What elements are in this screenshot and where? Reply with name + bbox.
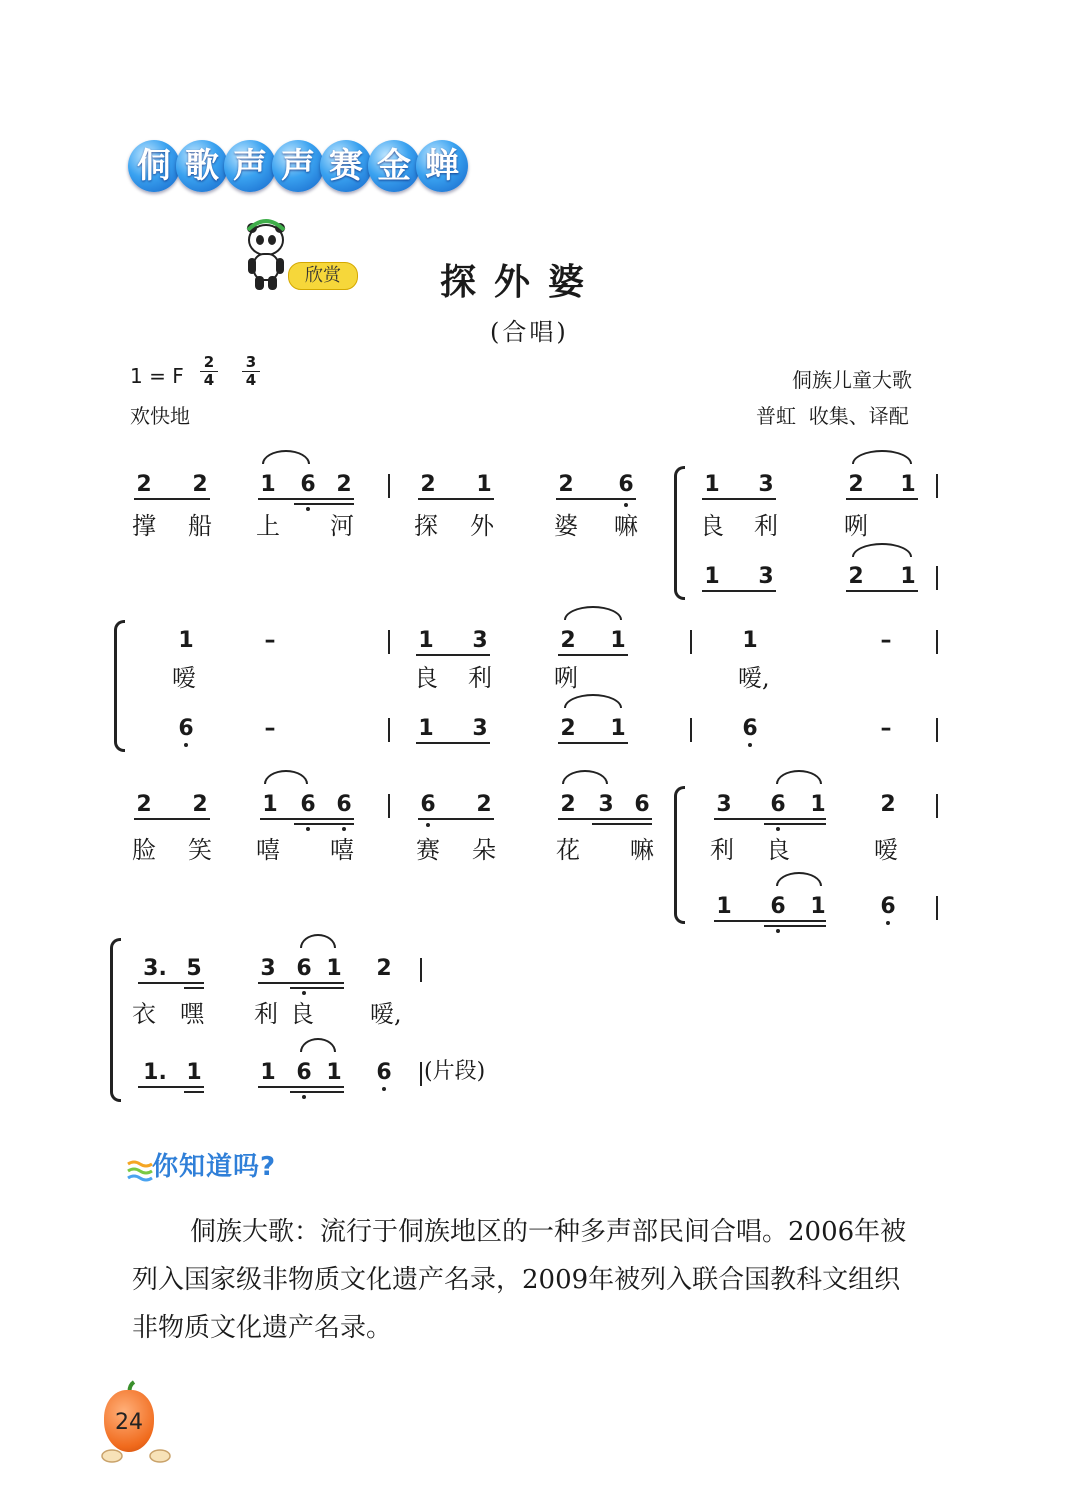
paragraph-line: 列入国家级非物质文化遗产名录，2009年被列入联合国教科文组织 bbox=[132, 1265, 901, 1295]
note: 1 bbox=[810, 792, 826, 817]
note: 1 bbox=[326, 1060, 342, 1085]
note: 6 bbox=[770, 792, 786, 817]
slur bbox=[262, 450, 310, 464]
barline bbox=[936, 566, 938, 590]
banner-char: 声 bbox=[272, 140, 324, 192]
note: – bbox=[264, 716, 276, 741]
beam bbox=[558, 742, 628, 744]
octave-dot bbox=[306, 827, 310, 831]
beam bbox=[702, 590, 776, 592]
song-subtitle: (合唱) bbox=[490, 318, 569, 346]
beam bbox=[290, 987, 344, 989]
banner-char: 蝉 bbox=[416, 140, 468, 192]
note: 1 bbox=[476, 472, 492, 497]
note: 1 bbox=[810, 894, 826, 919]
note: 2 bbox=[560, 792, 576, 817]
ts-num: 2 bbox=[203, 353, 215, 371]
paragraph-line: 侗族大歌：流行于侗族地区的一种多声部民间合唱。2006年被 bbox=[190, 1217, 907, 1247]
beam bbox=[416, 654, 490, 656]
barline bbox=[936, 794, 938, 818]
note: 1 bbox=[610, 628, 626, 653]
lyric: 利 bbox=[754, 512, 778, 540]
barline bbox=[936, 474, 938, 498]
lyric: 赛 bbox=[416, 836, 440, 864]
slur bbox=[564, 694, 622, 708]
slur bbox=[562, 770, 608, 784]
note: 6 bbox=[300, 792, 316, 817]
note: 2 bbox=[136, 792, 152, 817]
slur bbox=[852, 450, 912, 464]
barline bbox=[388, 794, 390, 818]
part-bracket bbox=[674, 786, 685, 924]
key-signature: 1 = F bbox=[130, 364, 184, 388]
part-bracket bbox=[114, 620, 125, 752]
note: 1 bbox=[704, 564, 720, 589]
octave-dot bbox=[886, 921, 890, 925]
note: 1 bbox=[262, 792, 278, 817]
note: 3 bbox=[758, 472, 774, 497]
beam bbox=[558, 818, 652, 820]
note: 3 bbox=[716, 792, 732, 817]
note: 2 bbox=[420, 472, 436, 497]
lyric: 嗳, bbox=[370, 1000, 402, 1028]
ts-num: 3 bbox=[245, 353, 257, 371]
section-banner bbox=[128, 140, 464, 192]
banner-char: 侗 bbox=[128, 140, 180, 192]
octave-dot bbox=[426, 823, 430, 827]
octave-dot bbox=[748, 743, 752, 747]
note: 3 bbox=[472, 628, 488, 653]
lyric: 脸 bbox=[132, 836, 156, 864]
lyric: 嘿 bbox=[180, 1000, 204, 1028]
lyric: 利 bbox=[710, 836, 734, 864]
barline bbox=[936, 718, 938, 742]
lyric: 花 bbox=[556, 836, 580, 864]
note: 1 bbox=[900, 472, 916, 497]
note: 6 bbox=[296, 1060, 312, 1085]
beam bbox=[258, 982, 344, 984]
paragraph-line: 非物质文化遗产名录。 bbox=[132, 1313, 393, 1343]
beam bbox=[418, 818, 494, 820]
lyric: 利 bbox=[254, 1000, 278, 1028]
barline bbox=[936, 896, 938, 920]
lyric: 婆 bbox=[554, 512, 578, 540]
song-arranger: 普虹 收集、译配 bbox=[756, 404, 909, 428]
beam bbox=[846, 498, 918, 500]
note: – bbox=[264, 628, 276, 653]
barline bbox=[690, 718, 692, 742]
appreciate-tag: 欣赏 bbox=[288, 262, 358, 290]
slur bbox=[564, 606, 622, 620]
note: 6 bbox=[880, 894, 896, 919]
note: 2 bbox=[880, 792, 896, 817]
note: 6 bbox=[336, 792, 352, 817]
octave-dot bbox=[382, 1087, 386, 1091]
note: 1 bbox=[418, 716, 434, 741]
lyric: 良 bbox=[766, 836, 790, 864]
tempo: 欢快地 bbox=[130, 404, 190, 428]
beam bbox=[714, 818, 826, 820]
note: 3 bbox=[260, 956, 276, 981]
note: 2 bbox=[192, 792, 208, 817]
beam bbox=[558, 654, 628, 656]
octave-dot bbox=[306, 507, 310, 511]
beam bbox=[294, 823, 354, 825]
banner-char: 赛 bbox=[320, 140, 372, 192]
beam bbox=[138, 982, 204, 984]
lyric: 上 bbox=[256, 512, 280, 540]
note: 1 bbox=[418, 628, 434, 653]
note: 2 bbox=[848, 472, 864, 497]
ts-den: 4 bbox=[242, 371, 260, 389]
slur bbox=[300, 1038, 336, 1052]
octave-dot bbox=[342, 827, 346, 831]
note: 1 bbox=[326, 956, 342, 981]
barline bbox=[936, 630, 938, 654]
page-number: 24 bbox=[104, 1390, 154, 1452]
beam bbox=[184, 987, 204, 989]
note: 6 bbox=[376, 1060, 392, 1085]
lyric: 良 bbox=[414, 664, 438, 692]
note: 3 bbox=[598, 792, 614, 817]
lyric: 衣 bbox=[132, 1000, 156, 1028]
beam bbox=[260, 818, 354, 820]
lyric: 嘛 bbox=[614, 512, 638, 540]
beam bbox=[258, 1086, 344, 1088]
banner-char: 声 bbox=[224, 140, 276, 192]
banner-char: 金 bbox=[368, 140, 420, 192]
note: 2 bbox=[558, 472, 574, 497]
panda-mascot-icon bbox=[240, 218, 296, 292]
beam bbox=[184, 1091, 204, 1093]
note: 1 bbox=[716, 894, 732, 919]
lyric: 咧 bbox=[844, 512, 868, 540]
did-you-know-heading: 你知道吗? bbox=[152, 1152, 277, 1182]
note: 2 bbox=[336, 472, 352, 497]
octave-dot bbox=[184, 743, 188, 747]
octave-dot bbox=[302, 991, 306, 995]
lyric: 咧 bbox=[554, 664, 578, 692]
note: 1 bbox=[704, 472, 720, 497]
slur bbox=[776, 770, 822, 784]
slur bbox=[264, 770, 308, 784]
lyric: 嗳 bbox=[172, 664, 196, 692]
note: 3 bbox=[758, 564, 774, 589]
note: 1 bbox=[260, 472, 276, 497]
note: 6 bbox=[618, 472, 634, 497]
lyric: 笑 bbox=[188, 836, 212, 864]
beam bbox=[416, 742, 490, 744]
lyric: 撑 bbox=[132, 512, 156, 540]
lyric: 利 bbox=[468, 664, 492, 692]
note: – bbox=[880, 716, 892, 741]
octave-dot bbox=[624, 503, 628, 507]
pepper-feet-icon bbox=[98, 1436, 178, 1466]
note: 6 bbox=[742, 716, 758, 741]
lyric: 嗳, bbox=[738, 664, 770, 692]
note: 3. bbox=[143, 956, 167, 981]
beam bbox=[846, 590, 918, 592]
octave-dot bbox=[302, 1095, 306, 1099]
note: 5 bbox=[186, 956, 202, 981]
beam bbox=[714, 920, 826, 922]
note: 1 bbox=[742, 628, 758, 653]
beam bbox=[702, 498, 776, 500]
time-signature-1 bbox=[200, 354, 218, 389]
note: 2 bbox=[560, 628, 576, 653]
part-bracket bbox=[110, 938, 121, 1102]
beam bbox=[258, 498, 354, 500]
lyric: 嘻 bbox=[256, 836, 280, 864]
note: 6 bbox=[178, 716, 194, 741]
beam bbox=[290, 1091, 344, 1093]
note: 6 bbox=[770, 894, 786, 919]
note: 6 bbox=[296, 956, 312, 981]
banner-char: 歌 bbox=[176, 140, 228, 192]
note: 2 bbox=[476, 792, 492, 817]
note: 6 bbox=[420, 792, 436, 817]
ts-den: 4 bbox=[200, 371, 218, 389]
lyric: 嘛 bbox=[630, 836, 654, 864]
note: 1 bbox=[900, 564, 916, 589]
slur bbox=[776, 872, 822, 886]
slur bbox=[852, 543, 912, 557]
wave-lines-icon bbox=[126, 1158, 154, 1184]
song-title: 探外婆 bbox=[440, 262, 603, 303]
note: 2 bbox=[848, 564, 864, 589]
note: 2 bbox=[376, 956, 392, 981]
octave-dot bbox=[776, 929, 780, 933]
note: 1 bbox=[260, 1060, 276, 1085]
barline bbox=[388, 474, 390, 498]
lyric: 良 bbox=[290, 1000, 314, 1028]
lyric: 良 bbox=[700, 512, 724, 540]
beam bbox=[764, 925, 826, 927]
note: 2 bbox=[560, 716, 576, 741]
note: 6 bbox=[634, 792, 650, 817]
slur bbox=[300, 934, 336, 948]
barline bbox=[388, 630, 390, 654]
note: 6 bbox=[300, 472, 316, 497]
beam bbox=[134, 818, 210, 820]
lyric: 外 bbox=[470, 512, 494, 540]
part-bracket bbox=[674, 466, 685, 600]
note: 1 bbox=[610, 716, 626, 741]
lyric: 朵 bbox=[472, 836, 496, 864]
lyric: 探 bbox=[414, 512, 438, 540]
barline bbox=[420, 1062, 422, 1086]
octave-dot bbox=[776, 827, 780, 831]
beam bbox=[764, 823, 826, 825]
note: 3 bbox=[472, 716, 488, 741]
barline bbox=[690, 630, 692, 654]
note: 2 bbox=[192, 472, 208, 497]
beam bbox=[294, 503, 354, 505]
beam bbox=[592, 823, 652, 825]
beam bbox=[138, 1086, 204, 1088]
barline bbox=[388, 718, 390, 742]
barline bbox=[420, 958, 422, 982]
beam bbox=[134, 498, 210, 500]
note: 2 bbox=[136, 472, 152, 497]
note: 1 bbox=[186, 1060, 202, 1085]
note: 1 bbox=[178, 628, 194, 653]
time-signature-2 bbox=[242, 354, 260, 389]
lyric: 嗳 bbox=[874, 836, 898, 864]
song-source: 侗族儿童大歌 bbox=[792, 368, 912, 392]
fragment-note: (片段) bbox=[424, 1059, 486, 1084]
beam bbox=[418, 498, 494, 500]
lyric: 河 bbox=[330, 512, 354, 540]
lyric: 嘻 bbox=[330, 836, 354, 864]
note: – bbox=[880, 628, 892, 653]
lyric: 船 bbox=[188, 512, 212, 540]
beam bbox=[556, 498, 636, 500]
note: 1. bbox=[143, 1060, 167, 1085]
